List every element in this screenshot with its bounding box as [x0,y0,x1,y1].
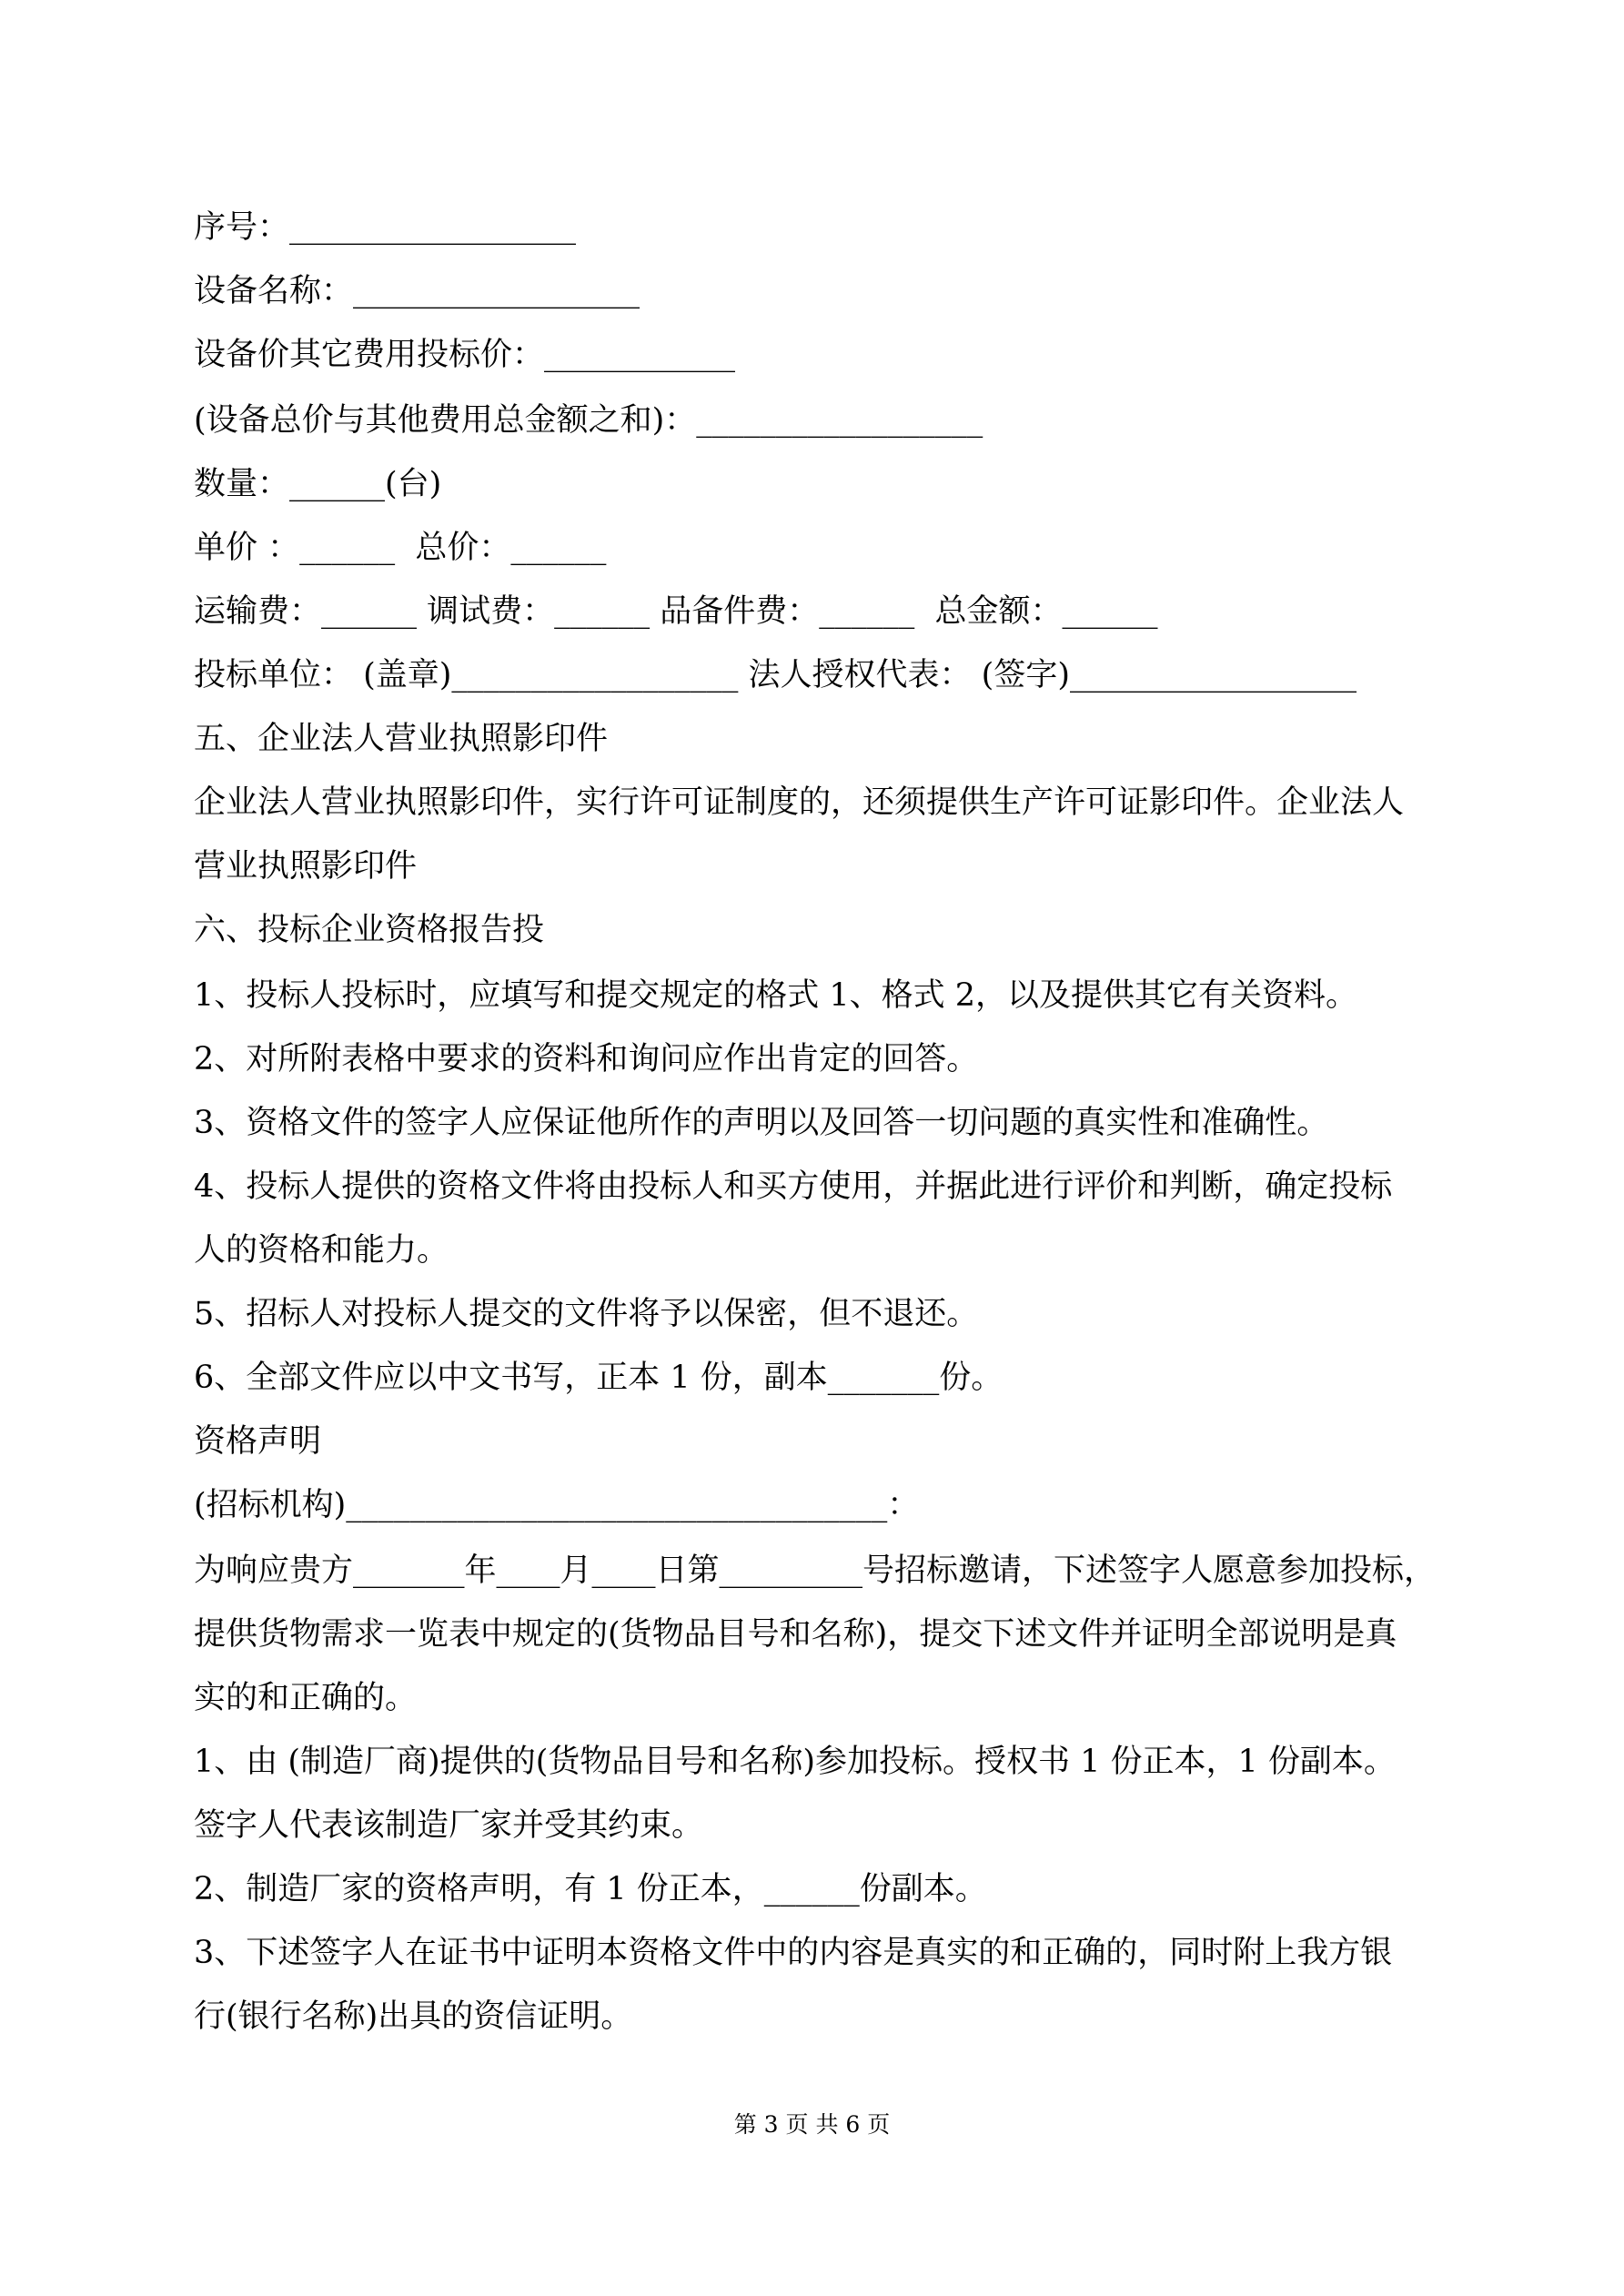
paragraph-business-license: 企业法人营业执照影印件，实行许可证制度的，还须提供生产许可证影印件。企业法人 [194,784,1405,821]
heading-qualification-statement: 资格声明 [194,1423,322,1460]
list-item-4: 4、投标人提供的资格文件将由投标人和买方使用，并据此进行评价和判断，确定投标 [194,1168,1393,1205]
paragraph-invitation-response-end: 实的和正确的。 [194,1680,418,1716]
list-item-3: 3、资格文件的签字人应保证他所作的声明以及回答一切问题的真实性和准确性。 [194,1105,1329,1141]
paragraph-invitation-response-cont: 提供货物需求一览表中规定的(货物品目号和名称)，提交下述文件并证明全部说明是真 [194,1616,1397,1653]
paragraph-invitation-response: 为响应贵方_______年____月____日第_________号招标邀请，下述签字人愿意参加投标， [194,1553,1437,1589]
list-item-2: 2、对所附表格中要求的资料和询问应作出肯定的回答。 [194,1041,979,1077]
list-item-1: 1、投标人投标时，应填写和提交规定的格式 1、格式 2，以及提供其它有关资料。 [194,977,1358,1014]
field-bid-price: 设备价其它费用投标价：____________ [194,337,736,373]
field-bidder-signature: 投标单位： (盖章)__________________ 法人授权代表： (签字)__________________ [194,657,1357,693]
field-quantity: 数量：______(台) [194,466,442,502]
list-item-5: 5、招标人对投标人提交的文件将予以保密，但不退还。 [194,1296,979,1332]
section-heading-qualification-report: 六、投标企业资格报告投 [194,912,545,948]
field-equipment-name: 设备名称：__________________ [194,273,641,309]
statement-item-3: 3、下述签字人在证书中证明本资格文件中的内容是真实的和正确的，同时附上我方银 [194,1935,1393,1971]
page-number-footer: 第 3 页 共 6 页 [733,2111,891,2138]
field-serial-number: 序号：__________________ [194,209,577,246]
list-item-6: 6、全部文件应以中文书写，正本 1 份，副本_______份。 [194,1360,1004,1396]
section-heading-business-license: 五、企业法人营业执照影印件 [194,721,609,757]
list-item-4-cont: 人的资格和能力。 [194,1232,449,1269]
field-total-sum-note: (设备总价与其他费用总金额之和)：__________________ [194,402,983,439]
field-unit-and-total-price: 单价 ：______ 总价：______ [194,530,607,566]
field-tender-agency: (招标机构)__________________________________： [194,1487,920,1523]
statement-item-2: 2、制造厂家的资格声明，有 1 份正本，______份副本。 [194,1871,987,1907]
field-fees: 运输费：______ 调试费：______ 品备件费：______ 总金额：______ [194,593,1158,630]
paragraph-business-license-cont: 营业执照影印件 [194,848,418,885]
statement-item-3-cont: 行(银行名称)出具的资信证明。 [194,1998,633,2035]
statement-item-1: 1、由 (制造厂商)提供的(货物品目号和名称)参加投标。授权书 1 份正本，1 份副本。 [194,1744,1396,1780]
statement-item-1-cont: 签字人代表该制造厂家并受其约束。 [194,1807,704,1844]
